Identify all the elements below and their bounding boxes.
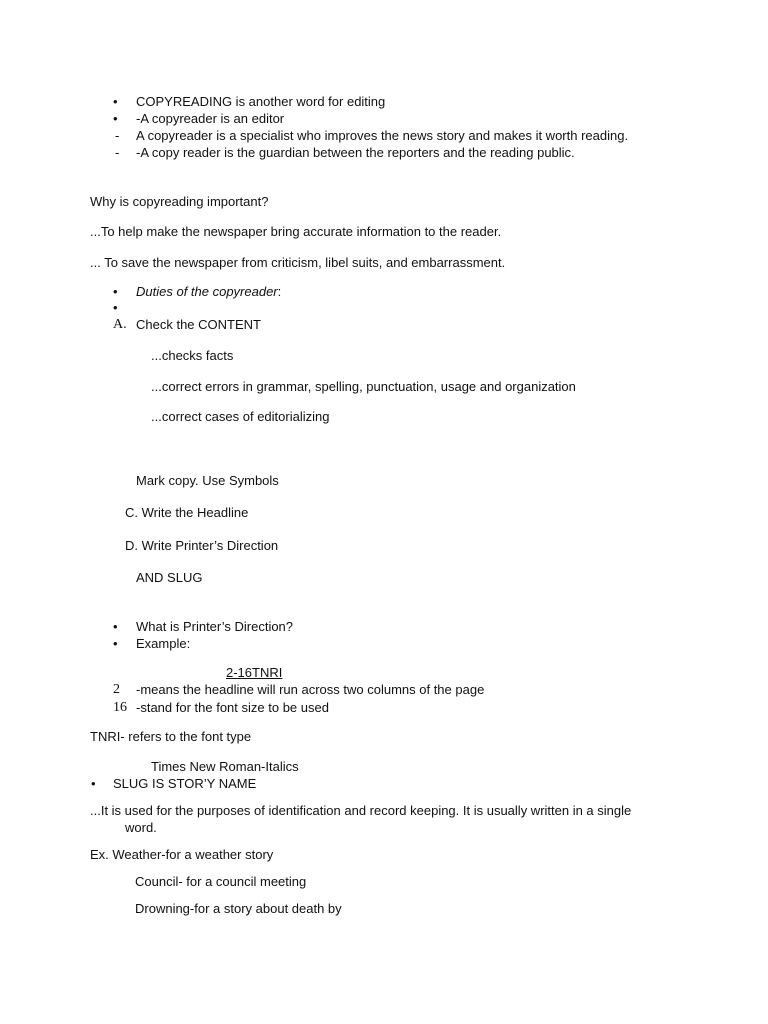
bullet-marker: • — [113, 636, 118, 651]
bullet-marker: • — [91, 776, 96, 791]
dash-marker: - — [115, 145, 120, 160]
printer-code: 2-16TNRI — [226, 665, 283, 680]
tnri-description: TNRI- refers to the font type — [90, 729, 252, 744]
bullet-marker: • — [113, 94, 118, 109]
slug-description-line-2: word. — [125, 820, 157, 835]
bullet-marker: • — [113, 284, 118, 299]
sixteen-description: -stand for the font size to be used — [136, 700, 329, 715]
printer-question: What is Printer’s Direction? — [136, 619, 294, 634]
why-question: Why is copyreading important? — [90, 194, 269, 209]
duty-a-sub-1: ...checks facts — [151, 348, 234, 363]
duty-a-sub-2: ...correct errors in grammar, spelling, punctuation, usage and organization — [151, 379, 576, 394]
intro-line-3: A copyreader is a specialist who improves the news story and makes it worth reading. — [136, 128, 629, 143]
bullet-marker: • — [113, 111, 118, 126]
font-name: Times New Roman-Italics — [151, 759, 299, 774]
slug-example-1: Ex. Weather-for a weather story — [90, 847, 274, 862]
why-answer-2: ... To save the newspaper from criticism, libel suits, and embarrassment. — [90, 255, 506, 270]
bullet-marker: • — [113, 619, 118, 634]
slug-example-3: Drowning-for a story about death by — [135, 901, 342, 916]
duties-heading-colon: : — [277, 284, 282, 299]
two-description: -means the headline will run across two columns of the page — [136, 682, 485, 697]
duties-heading-text: Duties of the copyreader — [136, 284, 278, 299]
duty-a-label: Check the CONTENT — [136, 317, 261, 332]
intro-line-1: COPYREADING is another word for editing — [136, 94, 386, 109]
intro-line-2: -A copyreader is an editor — [136, 111, 285, 126]
duty-d-label: D. Write Printer’s Direction — [125, 538, 279, 553]
duty-b-label: Mark copy. Use Symbols — [136, 473, 279, 488]
slug-heading: SLUG IS STOR’Y NAME — [113, 776, 257, 791]
duty-c-label: C. Write the Headline — [125, 505, 249, 520]
list-marker-16: 16 — [113, 700, 127, 715]
slug-example-2: Council- for a council meeting — [135, 874, 307, 889]
why-answer-1: ...To help make the newspaper bring accurate information to the reader. — [90, 224, 502, 239]
list-marker-2: 2 — [113, 682, 120, 697]
example-label: Example: — [136, 636, 191, 651]
duty-d-continuation: AND SLUG — [136, 570, 203, 585]
intro-line-4: -A copy reader is the guardian between the reporters and the reading public. — [136, 145, 575, 160]
dash-marker: - — [115, 128, 120, 143]
duties-heading — [136, 284, 281, 300]
list-marker-a: A. — [113, 317, 127, 332]
slug-description-line-1: ...It is used for the purposes of identification and record keeping. It is usually written in a single — [90, 803, 632, 818]
duty-a-sub-3: ...correct cases of editorializing — [151, 409, 330, 424]
bullet-marker: • — [113, 300, 118, 315]
